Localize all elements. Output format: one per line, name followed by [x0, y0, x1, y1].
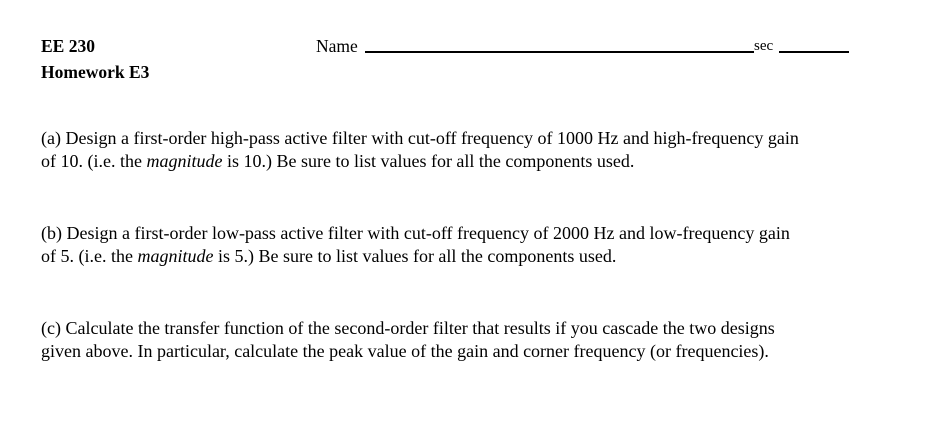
problem-b-line2: [41, 245, 911, 268]
section-label: sec: [754, 38, 774, 54]
problem-a-line1: (a) Design a first-order high-pass active filter with cut-off frequency of 1000 Hz and high-frequency gain: [41, 128, 799, 148]
problem-c-line2: given above. In particular, calculate the peak value of the gain and corner frequency (or frequencies).: [41, 341, 769, 361]
name-label: Name: [316, 36, 358, 56]
problem-a: [41, 127, 911, 173]
problem-b-emphasis: magnitude: [137, 246, 214, 266]
problem-a-line2-post: is 10.) Be sure to list values for all the components used.: [222, 151, 635, 171]
problem-b: [41, 222, 911, 268]
assignment-title: Homework E3: [41, 62, 150, 82]
problem-a-line2-pre: of 10. (i.e. the: [41, 151, 147, 171]
name-blank-line[interactable]: [365, 51, 754, 53]
problem-a-emphasis: magnitude: [146, 151, 223, 171]
section-blank-line[interactable]: [779, 51, 849, 53]
problem-b-line1: (b) Design a first-order low-pass active filter with cut-off frequency of 2000 Hz and low-frequency gain: [41, 223, 790, 243]
problem-b-line2-post: is 5.) Be sure to list values for all the components used.: [213, 246, 617, 266]
problem-c: [41, 317, 911, 363]
course-code: EE 230: [41, 36, 95, 56]
problem-a-line2: [41, 150, 911, 173]
problem-b-line2-pre: of 5. (i.e. the: [41, 246, 138, 266]
problem-c-line1: (c) Calculate the transfer function of the second-order filter that results if you cascade the two designs: [41, 318, 775, 338]
